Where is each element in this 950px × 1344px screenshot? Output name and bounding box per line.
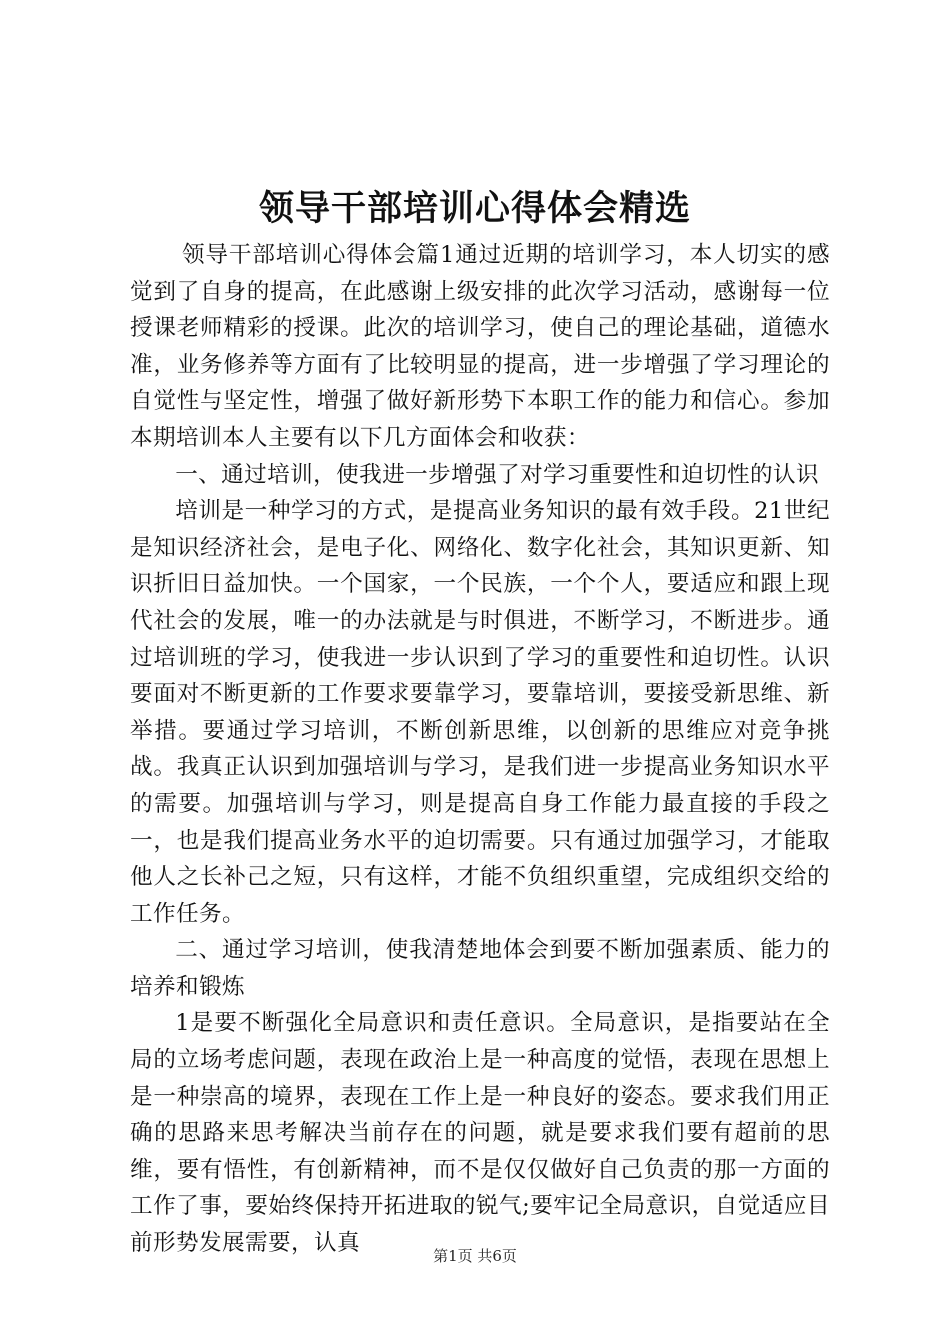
section-heading-2: 二、通过学习培训，使我清楚地体会到要不断加强素质、能力的培养和锻炼 (130, 937, 830, 1000)
paragraph-intro: 领导干部培训心得体会篇1通过近期的培训学习，本人切实的感觉到了自身的提高，在此感谢上级安排的此次学习活动，感谢每一位授课老师精彩的授课。此次的培训学习，使自己的理论基础，道德水准，业务修养等方面有了比较明显的提高，进一步增强了学习理论的自觉性与坚定性，增强了做好新形势下本职工作的能力和信心。参加本期培训本人主要有以下几方面体会和收获： (130, 242, 830, 451)
section-heading-1: 一、通过培训，使我进一步增强了对学习重要性和迫切性的认识 (175, 461, 820, 488)
document-title: 领导干部培训心得体会精选 (258, 188, 691, 229)
page-footer: 第1页 共6页 (433, 1247, 517, 1265)
paragraph-section-2: 1是要不断强化全局意识和责任意识。全局意识，是指要站在全局的立场考虑问题，表现在政治上是一种高度的觉悟，表现在思想上是一种崇高的境界，表现在工作上是一种良好的姿态。要求我们用正确的思路来思考解决当前存在的问题，就是要求我们要有超前的思维，要有悟性，有创新精神，而不是仅仅做好自己负责的那一方面的工作了事，要始终保持开拓进取的锐气;要牢记全局意识，自觉适应目前形势发展需要，认真 (130, 1010, 830, 1257)
document-body (130, 237, 830, 1262)
paragraph-section-1: 培训是一种学习的方式，是提高业务知识的最有效手段。21世纪是知识经济社会，是电子化、网络化、数字化社会，其知识更新、知识折旧日益加快。一个国家，一个民族，一个个人，要适应和跟上现代社会的发展，唯一的办法就是与时俱进，不断学习，不断进步。通过培训班的学习，使我进一步认识到了学习的重要性和迫切性。认识要面对不断更新的工作要求要靠学习，要靠培训，要接受新思维、新举措。要通过学习培训，不断创新思维，以创新的思维应对竞争挑战。我真正认识到加强培训与学习，是我们进一步提高业务知识水平的需要。加强培训与学习，则是提高自身工作能力最直接的手段之一，也是我们提高业务水平的迫切需要。只有通过加强学习，才能取他人之长补己之短，只有这样，才能不负组织重望，完成组织交给的工作任务。 (130, 498, 830, 927)
